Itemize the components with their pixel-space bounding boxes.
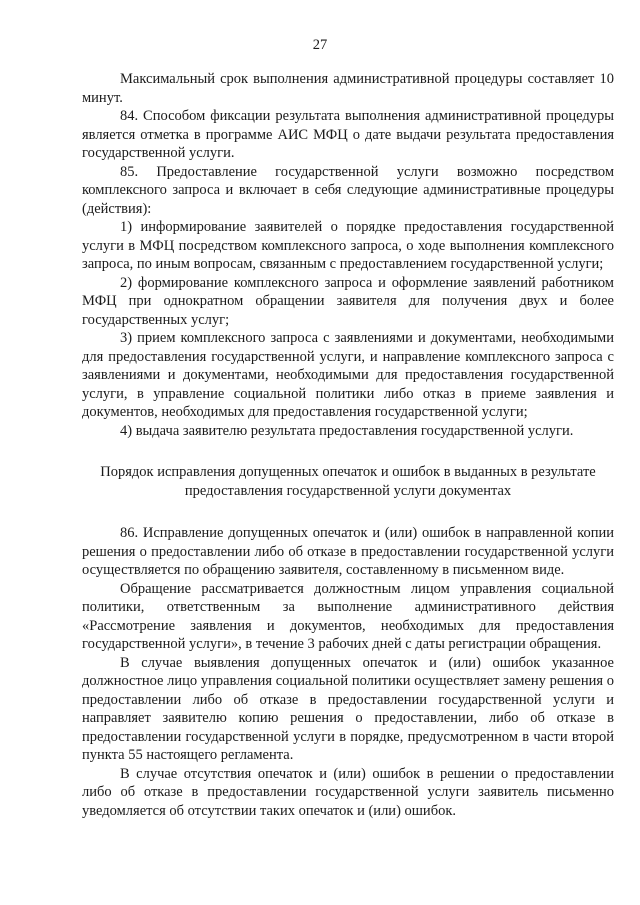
paragraph-no-errors: В случае отсутствия опечаток и (или) ошибок в решении о предоставлении либо об отказе в предоставлении государственной услуги заявитель письменно уведомляется об отсутствии таких опечаток и (или) ошибок. (82, 765, 614, 819)
paragraph-max-time: Максимальный срок выполнения административной процедуры составляет 10 минут. (82, 71, 614, 106)
list-item-3: 3) прием комплексного запроса с заявлениями и документами, необходимыми для предоставления государственной услуги, и направление комплексного запроса с заявлениями и документами, необходимыми для предоставления государственной услуги, в управление социальной политики либо отказ в приеме заявления и документов, необходимых для предоставления государственной услуги; (82, 330, 614, 420)
document-body (82, 70, 614, 820)
paragraph-84: 84. Способом фиксации результата выполнения административной процедуры является отметка в программе АИС МФЦ о дате выдачи результата предоставления государственной услуги. (82, 108, 614, 161)
section-title: Порядок исправления допущенных опечаток и ошибок в выданных в результате предоставления государственной услуги документах (100, 464, 596, 499)
list-item-1: 1) информирование заявителей о порядке предоставления государственной услуги в МФЦ посредством комплексного запроса, о ходе выполнения комплексного запроса, по иным вопросам, связанным с предоставлением государственной услуги; (82, 219, 614, 272)
list-item-4: 4) выдача заявителю результата предоставления государственной услуги. (120, 422, 574, 439)
page-number: 27 (312, 37, 328, 53)
list-item-2: 2) формирование комплексного запроса и оформление заявлений работником МФЦ при однократном обращении заявителя для получения двух и более государственных услуг; (82, 274, 614, 328)
paragraph-86: 86. Исправление допущенных опечаток и (или) ошибок в направленной копии решения о предоставлении либо об отказе в предоставлении государственной услуги осуществляется по обращению заявителя, составленному в письменном виде. (82, 525, 614, 578)
paragraph-appeal-review: Обращение рассматривается должностным лицом управления социальной политики, ответственным за выполнение административного действия «Рассмотрение заявления и документов, необходимых для предоставления государственной услуги», в течение 3 рабочих дней с даты регистрации обращения. (82, 580, 614, 652)
paragraph-errors-found: В случае выявления допущенных опечаток и (или) ошибок указанное должностное лицо управления социальной политики осуществляет замену решения о предоставлении либо об отказе в предоставлении государственной услуги и направляет заявителю копию решения о предоставлении, либо об отказе в предоставлении государственной услуги в порядке, предусмотренном в части второй пункта 55 настоящего регламента. (82, 654, 614, 763)
paragraph-85: 85. Предоставление государственной услуги возможно посредством комплексного запроса и включает в себя следующие административные процедуры (действия): (82, 163, 614, 217)
